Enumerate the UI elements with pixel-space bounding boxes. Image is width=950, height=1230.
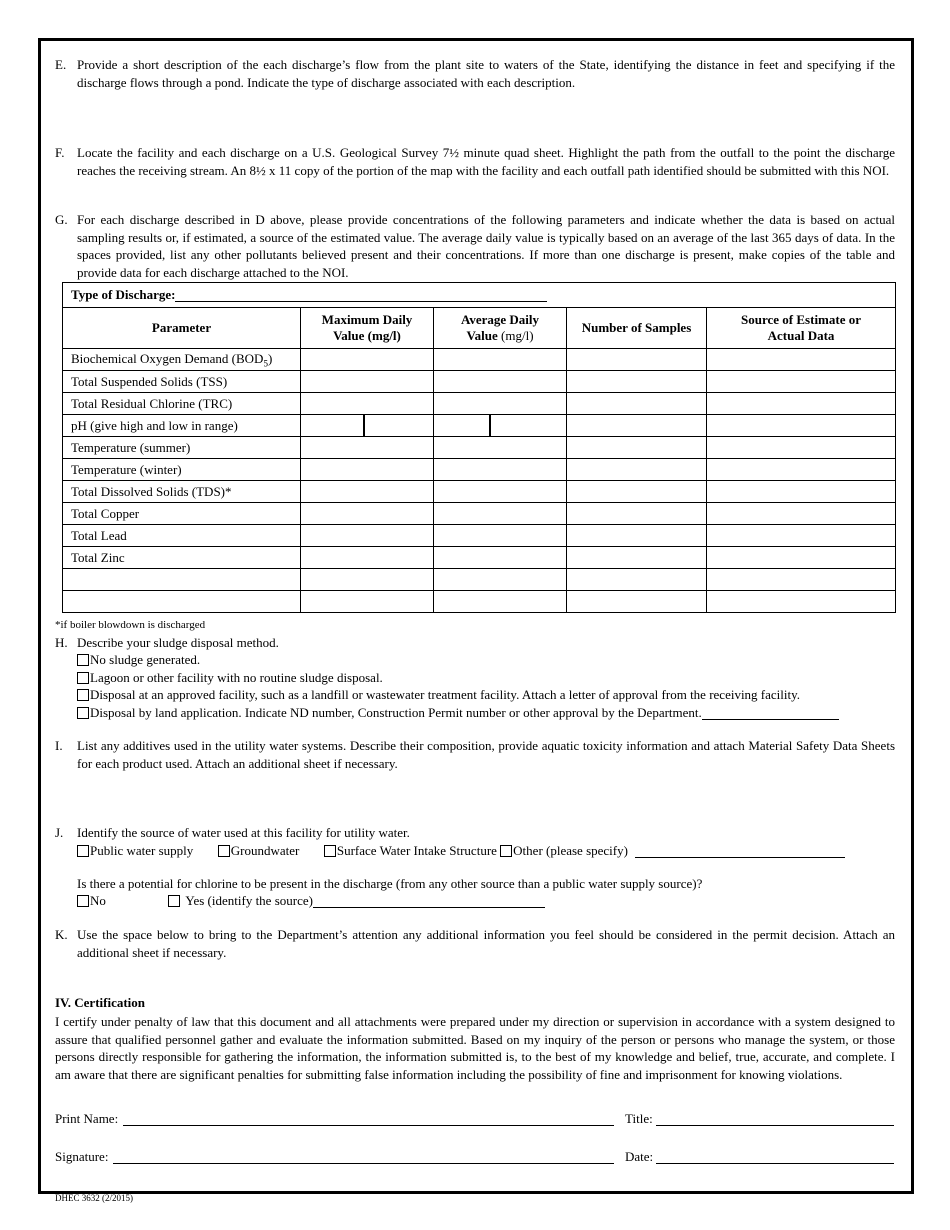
header-source: Source of Estimate or Actual Data bbox=[707, 308, 896, 349]
cell-input[interactable] bbox=[567, 503, 707, 525]
cell-input[interactable] bbox=[301, 525, 434, 547]
param-tds: Total Dissolved Solids (TDS)* bbox=[63, 481, 301, 503]
param-blank-2[interactable] bbox=[63, 591, 301, 613]
header-avg-daily: Average Daily Value (mg/l) bbox=[434, 308, 567, 349]
signature-label: Signature: bbox=[55, 1149, 109, 1164]
item-i-text: List any additives used in the utility water systems. Describe their composition, provide aquatic toxicity information and attach Material Safety Data Sheets for each product used. Attach an additional sheet if necessary. bbox=[77, 738, 895, 771]
item-g-letter: G. bbox=[55, 212, 68, 227]
other-source-label: Other (please specify) bbox=[513, 843, 628, 858]
cell-input[interactable] bbox=[434, 547, 567, 569]
item-k bbox=[55, 926, 895, 961]
table-row bbox=[63, 569, 896, 591]
item-f bbox=[55, 144, 895, 179]
certification-heading: IV. Certification bbox=[55, 995, 146, 1010]
cell-input[interactable] bbox=[301, 371, 434, 393]
title-field[interactable] bbox=[656, 1125, 894, 1126]
type-of-discharge-field[interactable] bbox=[175, 287, 547, 302]
cell-input[interactable] bbox=[301, 569, 434, 591]
header-max-daily: Maximum Daily Value (mg/l) bbox=[301, 308, 434, 349]
cell-input-ph-max[interactable] bbox=[301, 415, 434, 437]
other-source-field[interactable] bbox=[635, 845, 845, 858]
sludge-option-approved-facility: Disposal at an approved facility, such as a landfill or wastewater treatment facility. Attach a letter of approval from the receiving facility. bbox=[77, 686, 897, 704]
sludge-option-land-application: Disposal by land application. Indicate ND number, Construction Permit number or other approval by the Department. bbox=[77, 704, 897, 722]
table-row bbox=[63, 415, 896, 437]
date-field[interactable] bbox=[656, 1163, 894, 1164]
param-blank-1[interactable] bbox=[63, 569, 301, 591]
table-row bbox=[63, 525, 896, 547]
chlorine-no-label: No bbox=[90, 893, 106, 908]
item-f-text: Locate the facility and each discharge on a U.S. Geological Survey 7½ minute quad sheet. Highlight the path from the outfall to the point the discharge reaches the receiving stream. An 8½ x 11 copy of the portion of the map with the facility and each outfall path identified should be submitted with this NOI. bbox=[77, 145, 895, 178]
item-g-text: For each discharge described in D above, please provide concentrations of the following parameters and indicate whether the data is based on actual sampling results or, if estimated, a source of the estimated value. The average daily value is typically based on an average of the last 365 days of data. In the spaces provided, list any other pollutants believed present and their concentrations. If more than one discharge is present, make copies of the table and provide data for each discharge attached to the NOI. bbox=[77, 212, 895, 280]
groundwater-checkbox[interactable] bbox=[218, 845, 230, 857]
param-tss: Total Suspended Solids (TSS) bbox=[63, 371, 301, 393]
water-source-options bbox=[77, 842, 845, 860]
cell-input[interactable] bbox=[301, 591, 434, 613]
sludge-approved-facility-checkbox[interactable] bbox=[77, 689, 89, 701]
cell-input[interactable] bbox=[434, 503, 567, 525]
item-e-letter: E. bbox=[55, 57, 67, 72]
cell-input[interactable] bbox=[707, 371, 896, 393]
cell-input[interactable] bbox=[707, 481, 896, 503]
title-label: Title: bbox=[625, 1111, 653, 1126]
param-lead: Total Lead bbox=[63, 525, 301, 547]
cell-input[interactable] bbox=[434, 371, 567, 393]
date-label: Date: bbox=[625, 1149, 654, 1164]
item-k-text: Use the space below to bring to the Department’s attention any additional information you feel should be considered in the permit decision. Attach an additional sheet if necessary. bbox=[77, 927, 895, 960]
sludge-option-lagoon: Lagoon or other facility with no routine sludge disposal. bbox=[77, 669, 897, 687]
cell-input[interactable] bbox=[567, 481, 707, 503]
table-row bbox=[63, 503, 896, 525]
table-row bbox=[63, 459, 896, 481]
header-parameter: Parameter bbox=[63, 308, 301, 349]
cell-input[interactable] bbox=[567, 547, 707, 569]
surface-water-intake-checkbox[interactable] bbox=[324, 845, 336, 857]
sludge-land-application-checkbox[interactable] bbox=[77, 707, 89, 719]
cell-input[interactable] bbox=[434, 393, 567, 415]
table-row bbox=[63, 591, 896, 613]
chlorine-question: Is there a potential for chlorine to be present in the discharge (from any other source than a public water supply source)? bbox=[77, 876, 703, 891]
cell-input[interactable] bbox=[567, 569, 707, 591]
chlorine-options bbox=[77, 892, 545, 910]
item-k-letter: K. bbox=[55, 927, 68, 942]
public-water-supply-label: Public water supply bbox=[90, 843, 194, 858]
cell-input[interactable] bbox=[707, 547, 896, 569]
cell-input[interactable] bbox=[434, 481, 567, 503]
cell-input[interactable] bbox=[434, 349, 567, 371]
cell-input[interactable] bbox=[567, 437, 707, 459]
item-j bbox=[55, 824, 895, 842]
cell-input[interactable] bbox=[707, 437, 896, 459]
cell-input[interactable] bbox=[301, 393, 434, 415]
table-row bbox=[63, 437, 896, 459]
param-copper: Total Copper bbox=[63, 503, 301, 525]
parameter-table bbox=[62, 282, 896, 613]
table-row bbox=[63, 349, 896, 371]
other-source-checkbox[interactable] bbox=[500, 845, 512, 857]
item-f-letter: F. bbox=[55, 145, 65, 160]
param-ph: pH (give high and low in range) bbox=[63, 415, 301, 437]
signature-field[interactable] bbox=[113, 1163, 614, 1164]
cell-input[interactable] bbox=[707, 591, 896, 613]
form-number: DHEC 3632 (2/2015) bbox=[55, 1193, 133, 1203]
chlorine-yes-label: Yes (identify the source) bbox=[185, 893, 313, 908]
item-h-letter: H. bbox=[55, 635, 68, 650]
sludge-option-none: No sludge generated. bbox=[77, 651, 897, 669]
cell-input[interactable] bbox=[301, 481, 434, 503]
cell-input[interactable] bbox=[567, 415, 707, 437]
cell-input[interactable] bbox=[707, 569, 896, 591]
header-number-of-samples: Number of Samples bbox=[567, 308, 707, 349]
item-i bbox=[55, 737, 895, 772]
cell-input[interactable] bbox=[567, 459, 707, 481]
cell-input[interactable] bbox=[301, 459, 434, 481]
cell-input-ph-avg[interactable] bbox=[434, 415, 567, 437]
param-bod: Biochemical Oxygen Demand $(BOD_5)$ bbox=[63, 349, 301, 371]
item-h-text: Describe your sludge disposal method. bbox=[77, 635, 279, 650]
cell-input[interactable] bbox=[567, 393, 707, 415]
item-i-letter: I. bbox=[55, 738, 63, 753]
param-temp-winter: Temperature (winter) bbox=[63, 459, 301, 481]
item-e-text: Provide a short description of the each discharge’s flow from the plant site to waters of the State, identifying the distance in feet and specifying if the discharge flows through a pond. Indicate the type of discharge associated with each description. bbox=[77, 57, 895, 90]
cell-input[interactable] bbox=[434, 525, 567, 547]
table-row bbox=[63, 481, 896, 503]
land-application-number-field[interactable] bbox=[702, 707, 839, 720]
chlorine-source-field[interactable] bbox=[313, 895, 545, 908]
sludge-none-checkbox[interactable] bbox=[77, 654, 89, 666]
type-of-discharge-row bbox=[63, 283, 896, 308]
table-row bbox=[63, 371, 896, 393]
table-row bbox=[63, 393, 896, 415]
cell-input[interactable] bbox=[434, 459, 567, 481]
surface-water-intake-label: Surface Water Intake Structure bbox=[336, 843, 497, 858]
chlorine-yes-checkbox[interactable] bbox=[168, 895, 180, 907]
item-g bbox=[55, 211, 895, 281]
cell-input[interactable] bbox=[707, 459, 896, 481]
cell-input[interactable] bbox=[434, 437, 567, 459]
cell-input[interactable] bbox=[301, 349, 434, 371]
groundwater-label: Groundwater bbox=[230, 843, 300, 858]
table-header-row bbox=[63, 308, 896, 349]
certification-text: I certify under penalty of law that this document and all attachments were prepared under my direction or supervision in accordance with a system designed to assure that qualified personnel gather and evaluate the information submitted. Based on my inquiry of the person or persons who manage the system, or those persons directly responsible for gathering the information, the information submitted is, to the best of my knowledge and belief, true, accurate, and complete. I am aware that there are significant penalties for submitting false information including the possibility of fine and imprisonment for knowing violations. bbox=[55, 1014, 895, 1082]
cell-input[interactable] bbox=[707, 393, 896, 415]
type-of-discharge-label: Type of Discharge: bbox=[71, 287, 176, 302]
param-temp-summer: Temperature (summer) bbox=[63, 437, 301, 459]
cell-input[interactable] bbox=[707, 415, 896, 437]
cell-input[interactable] bbox=[301, 503, 434, 525]
cell-input[interactable] bbox=[567, 525, 707, 547]
item-e bbox=[55, 56, 895, 91]
sludge-lagoon-checkbox[interactable] bbox=[77, 672, 89, 684]
cell-input[interactable] bbox=[434, 591, 567, 613]
param-trc: Total Residual Chlorine (TRC) bbox=[63, 393, 301, 415]
cell-input[interactable] bbox=[301, 437, 434, 459]
cell-input[interactable] bbox=[707, 525, 896, 547]
public-water-supply-checkbox[interactable] bbox=[77, 845, 89, 857]
table-row bbox=[63, 547, 896, 569]
print-name-field[interactable] bbox=[123, 1125, 614, 1126]
param-zinc: Total Zinc bbox=[63, 547, 301, 569]
item-j-text: Identify the source of water used at this facility for utility water. bbox=[77, 825, 410, 840]
sludge-options bbox=[77, 651, 897, 721]
item-j-letter: J. bbox=[55, 825, 64, 840]
table-footnote: *if boiler blowdown is discharged bbox=[55, 619, 206, 631]
cell-input[interactable] bbox=[301, 547, 434, 569]
item-h bbox=[55, 634, 895, 652]
cell-input[interactable] bbox=[434, 569, 567, 591]
cell-input[interactable] bbox=[707, 503, 896, 525]
cell-input[interactable] bbox=[567, 591, 707, 613]
cell-input[interactable] bbox=[707, 349, 896, 371]
chlorine-no-checkbox[interactable] bbox=[77, 895, 89, 907]
cell-input[interactable] bbox=[567, 371, 707, 393]
cell-input[interactable] bbox=[567, 349, 707, 371]
print-name-label: Print Name: bbox=[55, 1111, 119, 1126]
